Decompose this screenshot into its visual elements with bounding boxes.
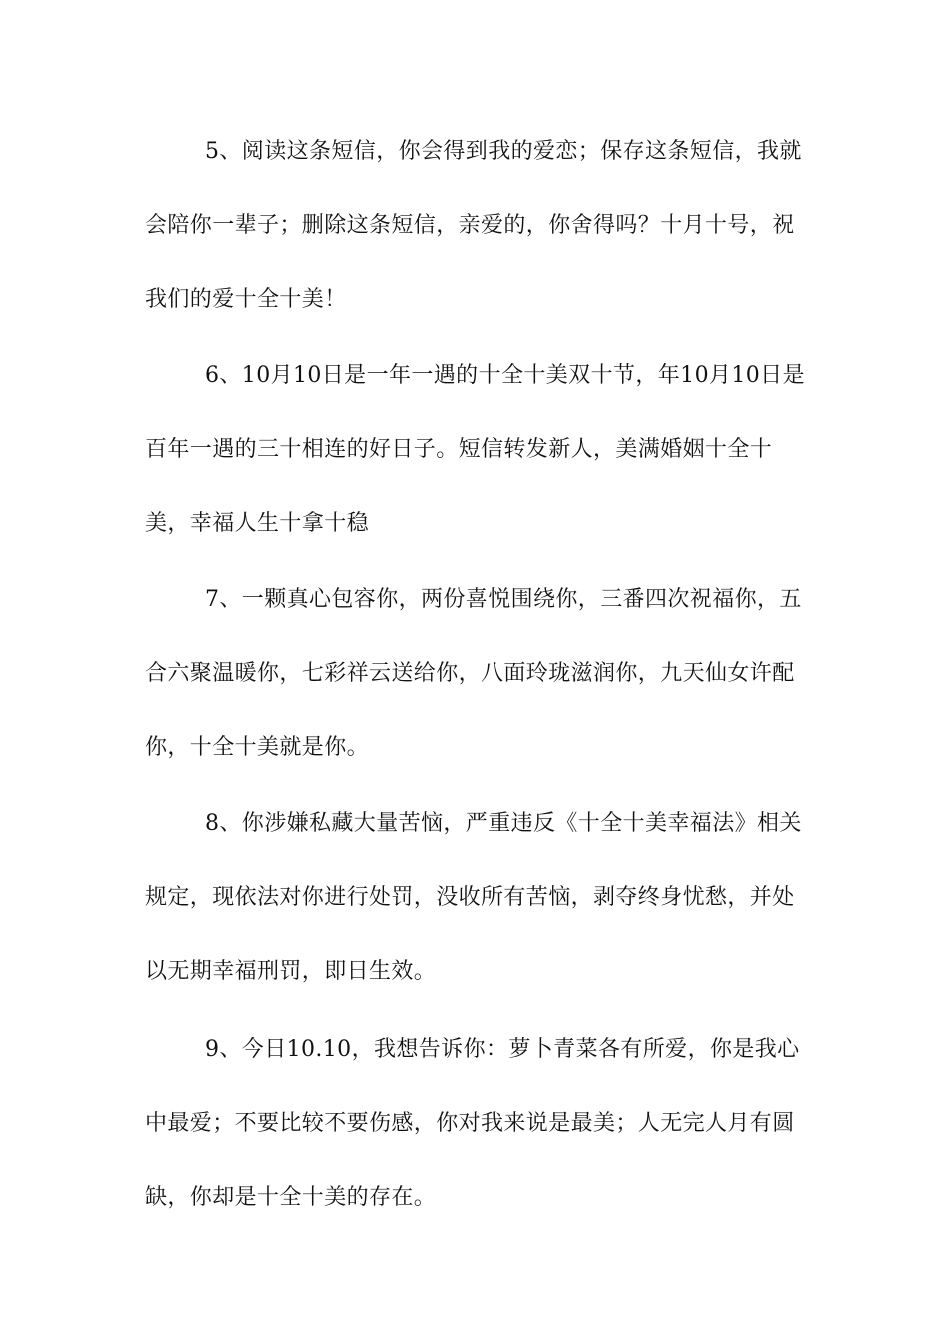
- paragraph-6: 6、10月10日是一年一遇的十全十美双十节，年10月10日是百年一遇的三十相连的好日子。短信转发新人，美满婚姻十全十美，幸福人生十拿十稳: [145, 363, 805, 536]
- paragraph-7: 7、一颗真心包容你，两份喜悦围绕你，三番四次祝福你，五合六聚温暖你，七彩祥云送给你，八面玲珑滋润你，九天仙女许配你，十全十美就是你。: [145, 587, 802, 760]
- paragraph-5: 5、阅读这条短信，你会得到我的爱恋；保存这条短信，我就会陪你一辈子；删除这条短信，亲爱的，你舍得吗？十月十号，祝我们的爱十全十美！: [145, 139, 802, 312]
- paragraph-8: 8、你涉嫌私藏大量苦恼，严重违反《十全十美幸福法》相关规定，现依法对你进行处罚，没收所有苦恼，剥夺终身忧愁，并处以无期幸福刑罚，即日生效。: [145, 811, 802, 984]
- paragraph-9: 9、今日10.10，我想告诉你：萝卜青菜各有所爱，你是我心中最爱；不要比较不要伤感，你对我来说是最美；人无完人月有圆缺，你却是十全十美的存在。: [145, 1037, 800, 1210]
